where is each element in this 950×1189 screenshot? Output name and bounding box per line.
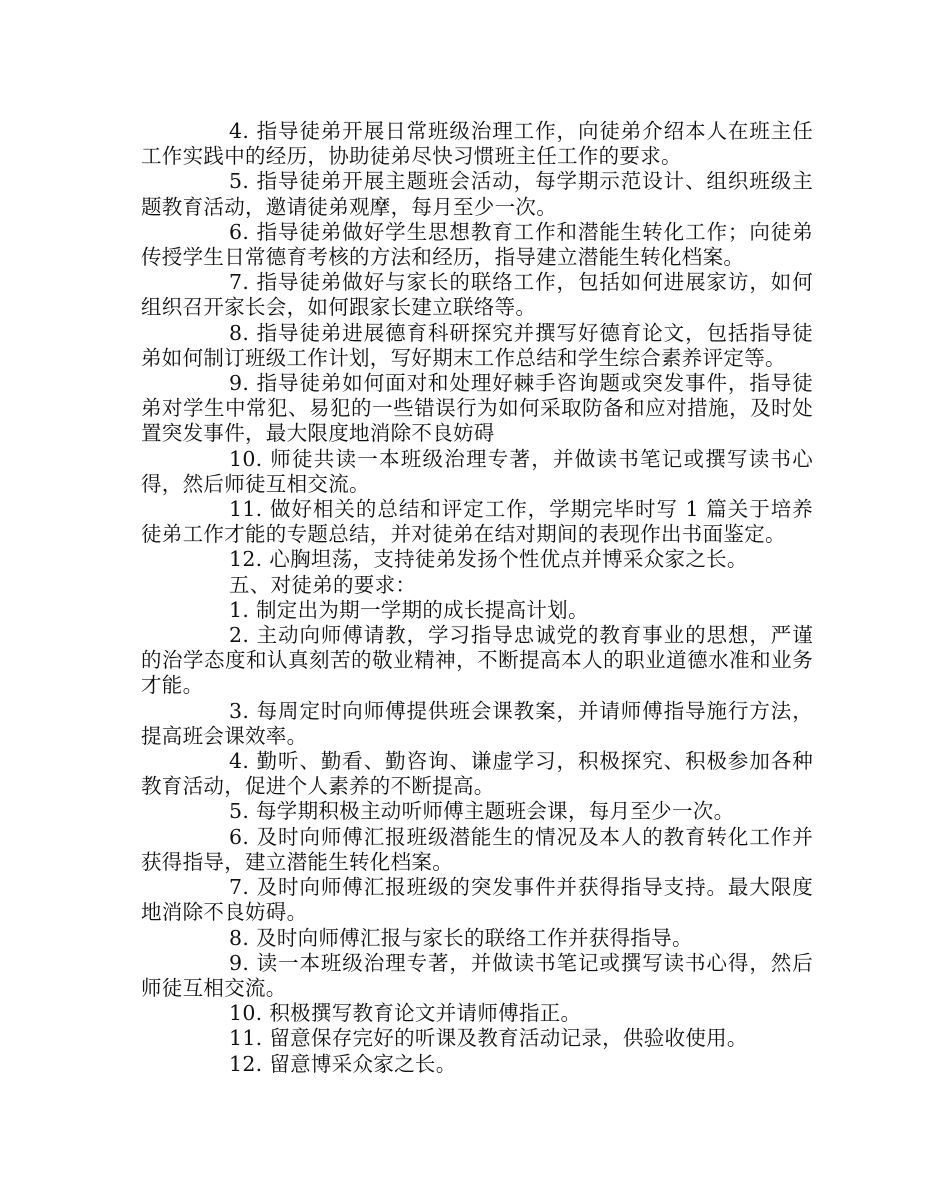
paragraph-mentor-item-11: 11. 做好相关的总结和评定工作，学期完毕时写 1 篇关于培养徒弟工作才能的专题总结，并对徒弟在结对期间的表现作出书面鉴定。 (141, 497, 813, 547)
paragraph-apprentice-item-8: 8. 及时向师傅汇报与家长的联络工作并获得指导。 (229, 925, 693, 950)
paragraph-mentor-item-10: 10. 师徒共读一本班级治理专著，并做读书笔记或撰写读书心得，然后师徒互相交流。 (141, 446, 813, 496)
paragraph-apprentice-item-5: 5. 每学期积极主动听师傅主题班会课，每月至少一次。 (229, 799, 735, 824)
paragraph-apprentice-item-10: 10. 积极撰写教育论文并请师傅指正。 (229, 1001, 582, 1026)
paragraph-mentor-item-7: 7. 指导徒弟做好与家长的联络工作，包括如何进展家访，如何组织召开家长会，如何跟家长建立联络等。 (141, 270, 813, 320)
paragraph-apprentice-item-11: 11. 留意保存完好的听课及教育活动记录，供验收使用。 (229, 1026, 748, 1051)
paragraph-apprentice-item-2: 2. 主动向师傅请教，学习指导忠诚党的教育事业的思想，严谨的治学态度和认真刻苦的敬业精神，不断提高本人的职业道德水准和业务才能。 (141, 623, 813, 698)
paragraph-apprentice-item-1: 1. 制定出为期一学期的成长提高计划。 (229, 597, 589, 622)
document-body (141, 119, 813, 1077)
paragraph-mentor-item-5: 5. 指导徒弟开展主题班会活动，每学期示范设计、组织班级主题教育活动，邀请徒弟观摩，每月至少一次。 (141, 169, 813, 219)
paragraph-mentor-item-8: 8. 指导徒弟进展德育科研探究并撰写好德育论文，包括指导徒弟如何制订班级工作计划，写好期末工作总结和学生综合素养评定等。 (141, 320, 813, 370)
paragraph-mentor-item-4: 4. 指导徒弟开展日常班级治理工作，向徒弟介绍本人在班主任工作实践中的经历，协助徒弟尽快习惯班主任工作的要求。 (141, 119, 813, 169)
paragraph-mentor-item-12: 12. 心胸坦荡，支持徒弟发扬个性优点并博采众家之长。 (229, 547, 748, 572)
paragraph-apprentice-item-9: 9. 读一本班级治理专著，并做读书笔记或撰写读书心得，然后师徒互相交流。 (141, 950, 813, 1000)
paragraph-apprentice-item-4: 4. 勤听、勤看、勤咨询、谦虚学习，积极探究、积极参加各种教育活动，促进个人素养的不断提高。 (141, 749, 813, 799)
paragraph-mentor-item-6: 6. 指导徒弟做好学生思想教育工作和潜能生转化工作；向徒弟传授学生日常德育考核的方法和经历，指导建立潜能生转化档案。 (141, 219, 813, 270)
paragraph-apprentice-item-3: 3. 每周定时向师傅提供班会课教案，并请师傅指导施行方法，提高班会课效率。 (141, 698, 813, 748)
section-heading-apprentice-requirements: 五、对徒弟的要求： (229, 572, 417, 597)
paragraph-apprentice-item-6: 6. 及时向师傅汇报班级潜能生的情况及本人的教育转化工作并获得指导，建立潜能生转化档案。 (141, 824, 813, 874)
paragraph-apprentice-item-7: 7. 及时向师傅汇报班级的突发事件并获得指导支持。最大限度地消除不良妨碍。 (141, 875, 813, 925)
paragraph-apprentice-item-12: 12. 留意博采众家之长。 (229, 1051, 457, 1076)
paragraph-mentor-item-9: 9. 指导徒弟如何面对和处理好棘手咨询题或突发事件，指导徒弟对学生中常犯、易犯的一些错误行为如何采取防备和应对措施，及时处置突发事件，最大限度地消除不良妨碍 (141, 371, 813, 446)
